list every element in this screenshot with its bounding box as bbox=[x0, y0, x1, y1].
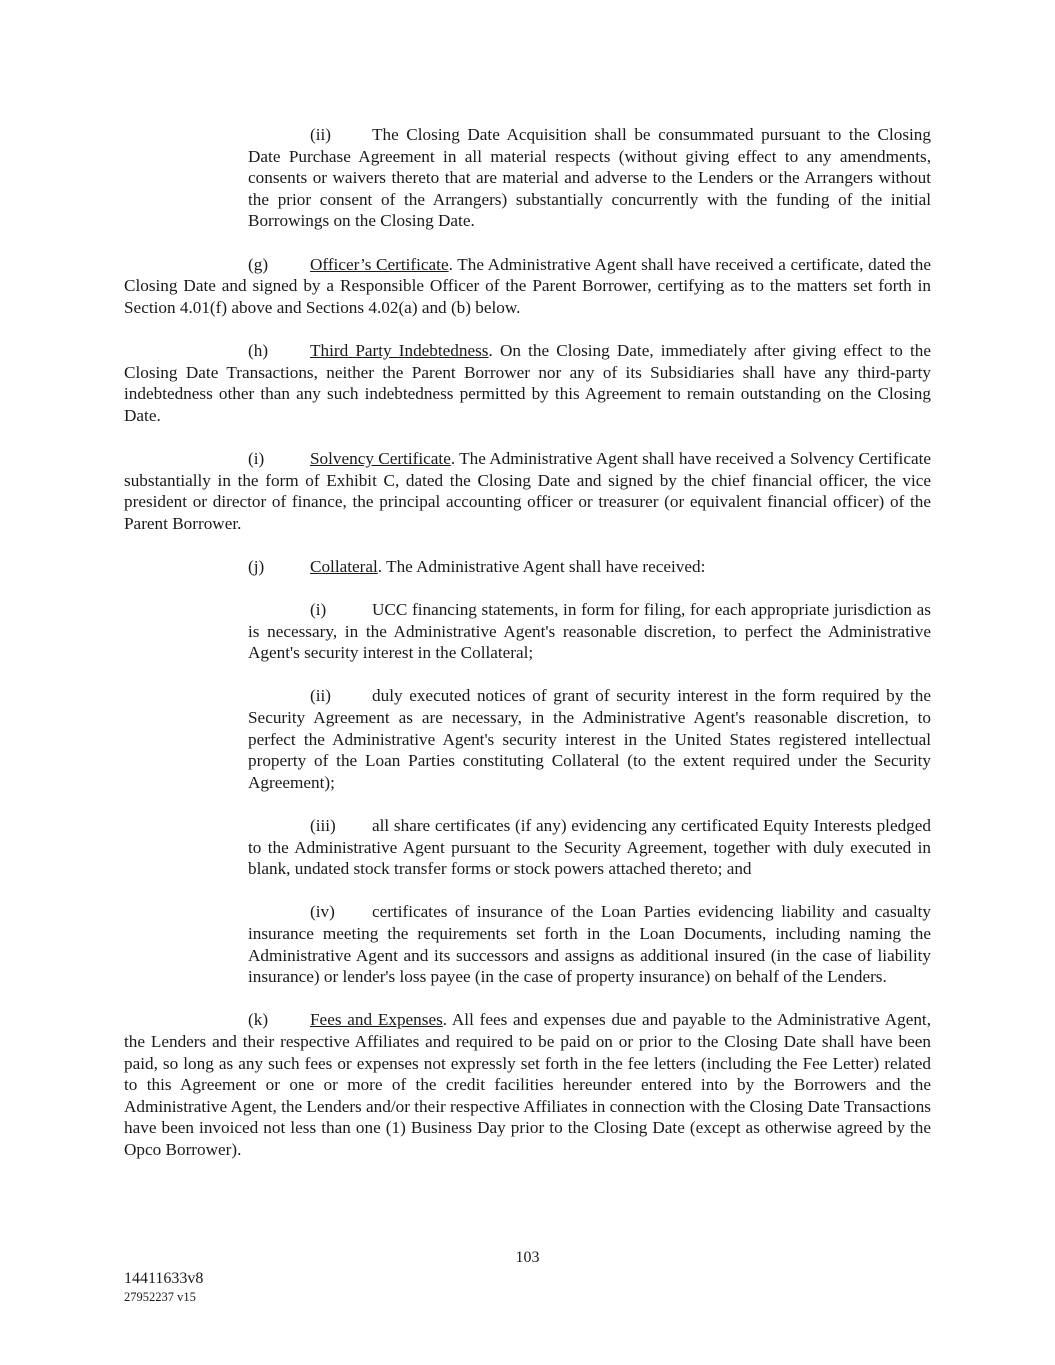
clause-4-01-j-i bbox=[248, 599, 931, 664]
clause-4-01-j bbox=[124, 556, 931, 578]
clause-text: . The Administrative Agent shall have received: bbox=[377, 556, 706, 576]
page-number: 103 bbox=[515, 1249, 540, 1266]
clause-4-01-f-ii bbox=[248, 124, 931, 232]
clause-4-01-k bbox=[124, 1009, 931, 1160]
clause-heading: Third Party Indebtedness bbox=[310, 340, 489, 360]
document-body bbox=[124, 124, 931, 1182]
clause-number: (h) bbox=[248, 340, 269, 360]
clause-4-01-h bbox=[124, 340, 931, 426]
clause-number: (k) bbox=[248, 1010, 269, 1030]
clause-number: (g) bbox=[248, 254, 269, 274]
clause-number: (i) bbox=[310, 600, 327, 620]
clause-text: duly executed notices of grant of security interest in the form required by the Security Agreement as are necessary, in the Administrative Agent's reasonable discretion, to perfect the Administrative Agent's security interest in the United States registered intellectual property of the Loan Parties constituting Collateral (to the extent required under the Security Agreement); bbox=[248, 686, 931, 792]
clause-number: (i) bbox=[248, 448, 265, 468]
clause-4-01-g bbox=[124, 254, 931, 319]
clause-heading: Fees and Expenses bbox=[310, 1010, 443, 1030]
clause-number: (iii) bbox=[310, 816, 336, 835]
clause-text: certificates of insurance of the Loan Parties evidencing liability and casualty insurance meeting the requirements set forth in the Loan Documents, including naming the Administrative Agent and its successors and assigns as additional insured (in the case of liability insurance) or lender's loss payee (in the case of property insurance) on behalf of the Lenders. bbox=[248, 902, 931, 987]
clause-heading: Collateral bbox=[310, 556, 378, 576]
document-id-primary: 14411633v8 bbox=[124, 1270, 204, 1287]
document-id-secondary: 27952237 v15 bbox=[124, 1290, 196, 1304]
clause-text: . All fees and expenses due and payable to the Administrative Agent, the Lenders and their respective Affiliates and required to be paid on or prior to the Closing Date shall have been paid, so long as any such fees or expenses not expressly set forth in the fee letters (including the Fee Letter) related to this Agreement or one or more of the credit facilities hereunder entered into by the Borrowers and the Administrative Agent, the Lenders and/or their respective Affiliates in connection with the Closing Date Transactions have been invoiced not less than one (1) Business Day prior to the Closing Date (except as otherwise agreed by the Opco Borrower). bbox=[124, 1010, 931, 1159]
clause-4-01-j-iii bbox=[248, 815, 931, 880]
clause-4-01-j-ii bbox=[248, 685, 931, 793]
clause-text: . The Administrative Agent shall have received a Solvency Certificate substantially in the form of Exhibit C, dated the Closing Date and signed by the chief financial officer, the vice president or director of finance, the principal accounting officer or treasurer (or equivalent financial officer) of the Parent Borrower. bbox=[124, 448, 931, 533]
clause-heading: Officer’s Certificate bbox=[310, 254, 449, 274]
clause-number: (ii) bbox=[310, 125, 331, 144]
clause-4-01-i bbox=[124, 448, 931, 534]
clause-number: (iv) bbox=[310, 902, 335, 922]
clause-text: . On the Closing Date, immediately after giving effect to the Closing Date Transactions, neither the Parent Borrower nor any of its Subsidiaries shall have any third-party indebtedness other than any such indebtedness permitted by this Agreement to remain outstanding on the Closing Date. bbox=[124, 340, 931, 425]
clause-number: (j) bbox=[248, 556, 265, 576]
clause-4-01-j-iv bbox=[248, 901, 931, 987]
clause-heading: Solvency Certificate bbox=[310, 448, 451, 468]
clause-text: . The Administrative Agent shall have received a certificate, dated the Closing Date and signed by a Responsible Officer of the Parent Borrower, certifying as to the matters set forth in Section 4.01(f) above and Sections 4.02(a) and (b) below. bbox=[124, 254, 931, 317]
clause-text: The Closing Date Acquisition shall be consummated pursuant to the Closing Date Purchase Agreement in all material respects (without giving effect to any amendments, consents or waivers thereto that are material and adverse to the Lenders or the Arrangers without the prior consent of the Arrangers) substantially concurrently with the funding of the initial Borrowings on the Closing Date. bbox=[248, 125, 931, 231]
clause-text: all share certificates (if any) evidencing any certificated Equity Interests pledged to the Administrative Agent pursuant to the Security Agreement, together with duly executed in blank, undated stock transfer forms or stock powers attached thereto; and bbox=[248, 816, 931, 879]
clause-number: (ii) bbox=[310, 686, 331, 706]
clause-text: UCC financing statements, in form for filing, for each appropriate jurisdiction as is necessary, in the Administrative Agent's reasonable discretion, to perfect the Administrative Agent's security interest in the Collateral; bbox=[248, 600, 931, 663]
